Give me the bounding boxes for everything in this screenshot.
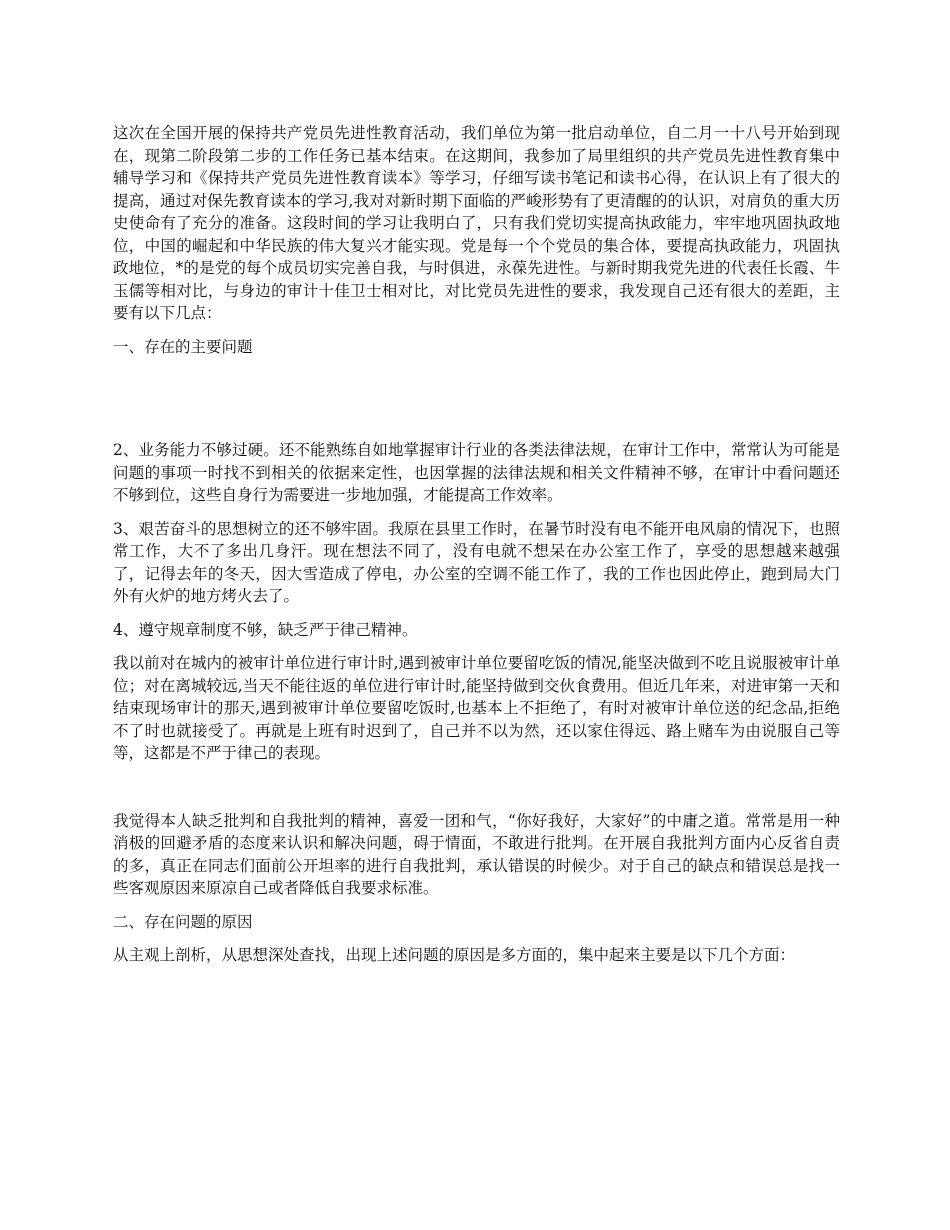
problem-item-3: 3、艰苦奋斗的思想树立的还不够牢固。我原在县里工作时，在暑节时没有电不能开电风扇的情况下，也照常工作，大不了多出几身汗。现在想法不同了，没有电就不想呆在办公室工作了，享受的思想越来越强了，记得去年的冬天，因大雪造成了停电，办公室的空调不能工作了，我的工作也因此停止，跑到局大门外有火炉的地方烤火去了。 — [113, 519, 840, 605]
section-heading-causes: 二、存在问题的原因 — [113, 912, 253, 931]
intro-paragraph: 这次在全国开展的保持共产党员先进性教育活动，我们单位为第一批启动单位，自二月一十八号开始到现在，现第二阶段第二步的工作任务已基本结束。在这期间，我参加了局里组织的共产党员先进性教育集中辅导学习和《保持共产党员先进性教育读本》等学习，仔细写读书笔记和读书心得，在认识上有了很大的提高，通过对保先教育读本的学习,我对对新时期下面临的严峻形势有了更清醒的的认识，对肩负的重大历史使命有了充分的准备。这段时间的学习让我明白了，只有我们党切实提高执政能力，牢牢地巩固执政地位，中国的崛起和中华民族的伟大复兴才能实现。党是每一个个党员的集合体，要提高执政能力，巩固执政地位，*的是党的每个成员切实完善自我，与时俱进，永葆先进性。与新时期我党先进的代表任长霞、牛玉儒等相对比，与身边的审计十佳卫士相对比，对比党员先进性的要求，我发现自己还有很大的差距，主要有以下几点： — [113, 124, 840, 322]
blank-space — [113, 776, 840, 810]
document-body — [113, 122, 840, 978]
self-criticism-paragraph: 我觉得本人缺乏批判和自我批判的精神，喜爱一团和气，“你好我好，大家好”的中庸之道。常常是用一种消极的回避矛盾的态度来认识和解决问题，碍于情面，不敢进行批判。在开展自我批判方面内心反省自责的多，真正在同志们面前公开坦率的进行自我批判，承认错误的时候少。对于自己的缺点和错误总是找一些客观原因来原凉自己或者降低自我要求标准。 — [113, 811, 840, 897]
problem-item-2: 2、业务能力不够过硬。还不能熟练自如地掌握审计行业的各类法律法规，在审计工作中，常常认为可能是问题的事项一时找不到相关的依据来定性，也因掌握的法律法规和相关文件精神不够，在审计中看问题还不够到位，这些自身行为需要进一步地加强，才能提高工作效率。 — [113, 441, 840, 504]
analysis-paragraph: 从主观上剖析，从思想深处查找，出现上述问题的原因是多方面的，集中起来主要是以下几个方面： — [113, 946, 796, 964]
blank-space — [113, 369, 840, 439]
problem-item-4: 4、遵守规章制度不够，缺乏严于律己精神。 — [113, 620, 418, 639]
section-heading-main-problems: 一、存在的主要问题 — [113, 337, 253, 356]
problem-item-4-detail: 我以前对在城内的被审计单位进行审计时,遇到被审计单位要留吃饭的情况,能坚决做到不吃且说服被审计单位；对在离城较远,当天不能往返的单位进行审计时,能坚持做到交伙食费用。但近几年来，对进审第一天和结束现场审计的那天,遇到被审计单位要留吃饭时,也基本上不拒绝了，有时对被审计单位送的纪念品,拒绝不了时也就接受了。再就是上班有时迟到了，自己并不以为然，还以家住得远、路上赌车为由说服自己等等，这都是不严于律己的表现。 — [113, 654, 840, 762]
